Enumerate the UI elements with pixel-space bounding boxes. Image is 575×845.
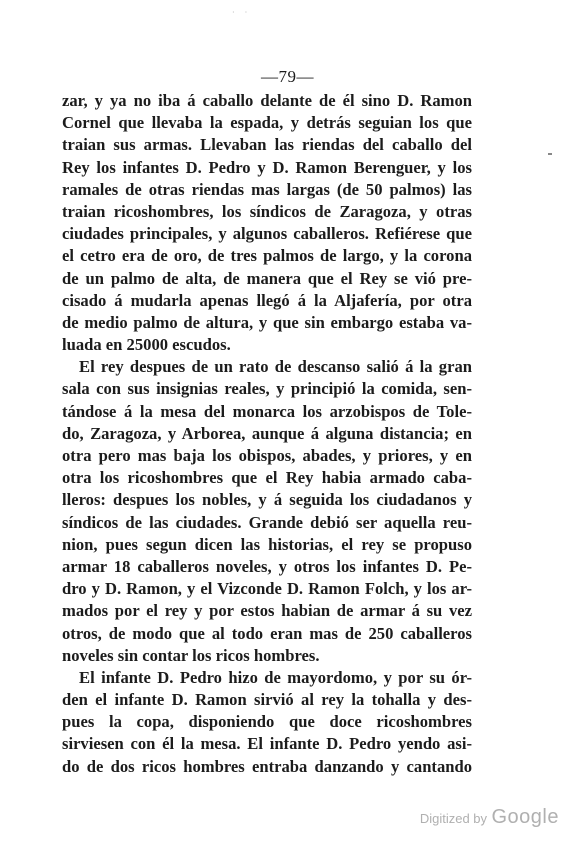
text-line: traian sus armas. Llevaban las riendas del caballo del [62, 135, 472, 155]
text-line: mados por el rey y por estos habian de armar á su vez [62, 601, 472, 621]
watermark-prefix: Digitized by [419, 811, 488, 826]
page-number: —79— [261, 67, 314, 86]
text-line: do de dos ricos hombres entraba danzando y cantando [62, 756, 472, 776]
text-line: nion, pues segun dicen las historias, el rey se propuso [62, 534, 472, 554]
text-line: armar 18 caballeros noveles, y otros los infantes D. Pe- [62, 556, 472, 576]
text-line: el cetro era de oro, de tres palmos de largo, y la corona [62, 246, 472, 266]
watermark-brand: Google [491, 806, 559, 828]
text-line: ramales de otras riendas mas largas (de 50 palmos) las [62, 179, 472, 199]
text-line: Cornel que llevaba la espada, y detrás seguian los que [62, 113, 472, 133]
text-line: traian ricoshombres, los síndicos de Zaragoza, y otras [62, 201, 472, 221]
text-line: de un palmo de alta, de manera que el Rey se vió pre- [62, 268, 472, 288]
text-line: ciudades principales, y algunos caballeros. Refiérese que [62, 224, 472, 244]
scan-specks: · · [232, 8, 252, 17]
text-line: sirviesen con él la mesa. El infante D. Pedro yendo asi- [62, 734, 472, 754]
text-line: do, Zaragoza, y Arborea, aunque á alguna distancia; en [62, 423, 472, 443]
text-line: noveles sin contar los ricos hombres. [62, 645, 320, 665]
text-line: dro y D. Ramon, y el Vizconde D. Ramon Folch, y los ar- [62, 579, 472, 599]
body-text [62, 90, 472, 778]
text-line: zar, y ya no iba á caballo delante de él sino D. Ramon [62, 91, 472, 110]
text-line: síndicos de las ciudades. Grande debió ser aquella reu- [62, 512, 472, 532]
text-line: tándose á la mesa del monarca los arzobispos de Tole- [62, 401, 472, 421]
paragraph-3 [62, 667, 472, 778]
text-line: El rey despues de un rato de descanso salió á la gran [79, 357, 472, 377]
text-line: sala con sus insignias reales, y principió la comida, sen- [62, 379, 472, 399]
text-line: cisado á mudarla apenas llegó á la Aljafería, por otra [62, 290, 472, 310]
text-line: lleros: despues los nobles, y á seguida los ciudadanos y [62, 490, 472, 510]
text-line: den el infante D. Ramon sirvió al rey la tohalla y des- [62, 690, 472, 710]
text-line: otra pero mas baja los obispos, abades, y priores, y en [62, 446, 472, 465]
text-line: de medio palmo de altura, y que sin embargo estaba va- [62, 312, 472, 332]
text-line: pues la copa, disponiendo que doce ricoshombres [62, 712, 472, 732]
text-line: El infante D. Pedro hizo de mayordomo, y por su ór- [79, 667, 472, 687]
text-line: Rey los infantes D. Pedro y D. Ramon Berenguer, y los [62, 157, 472, 177]
paragraph-2 [62, 356, 472, 667]
text-line: luada en 25000 escudos. [62, 335, 231, 355]
text-line: otra los ricoshombres que el Rey habia armado caba- [62, 468, 472, 488]
paragraph-1 [62, 90, 472, 356]
digitized-watermark [420, 806, 559, 829]
margin-mark [548, 153, 552, 155]
text-line: otros, de modo que al todo eran mas de 250 caballeros [62, 623, 472, 643]
